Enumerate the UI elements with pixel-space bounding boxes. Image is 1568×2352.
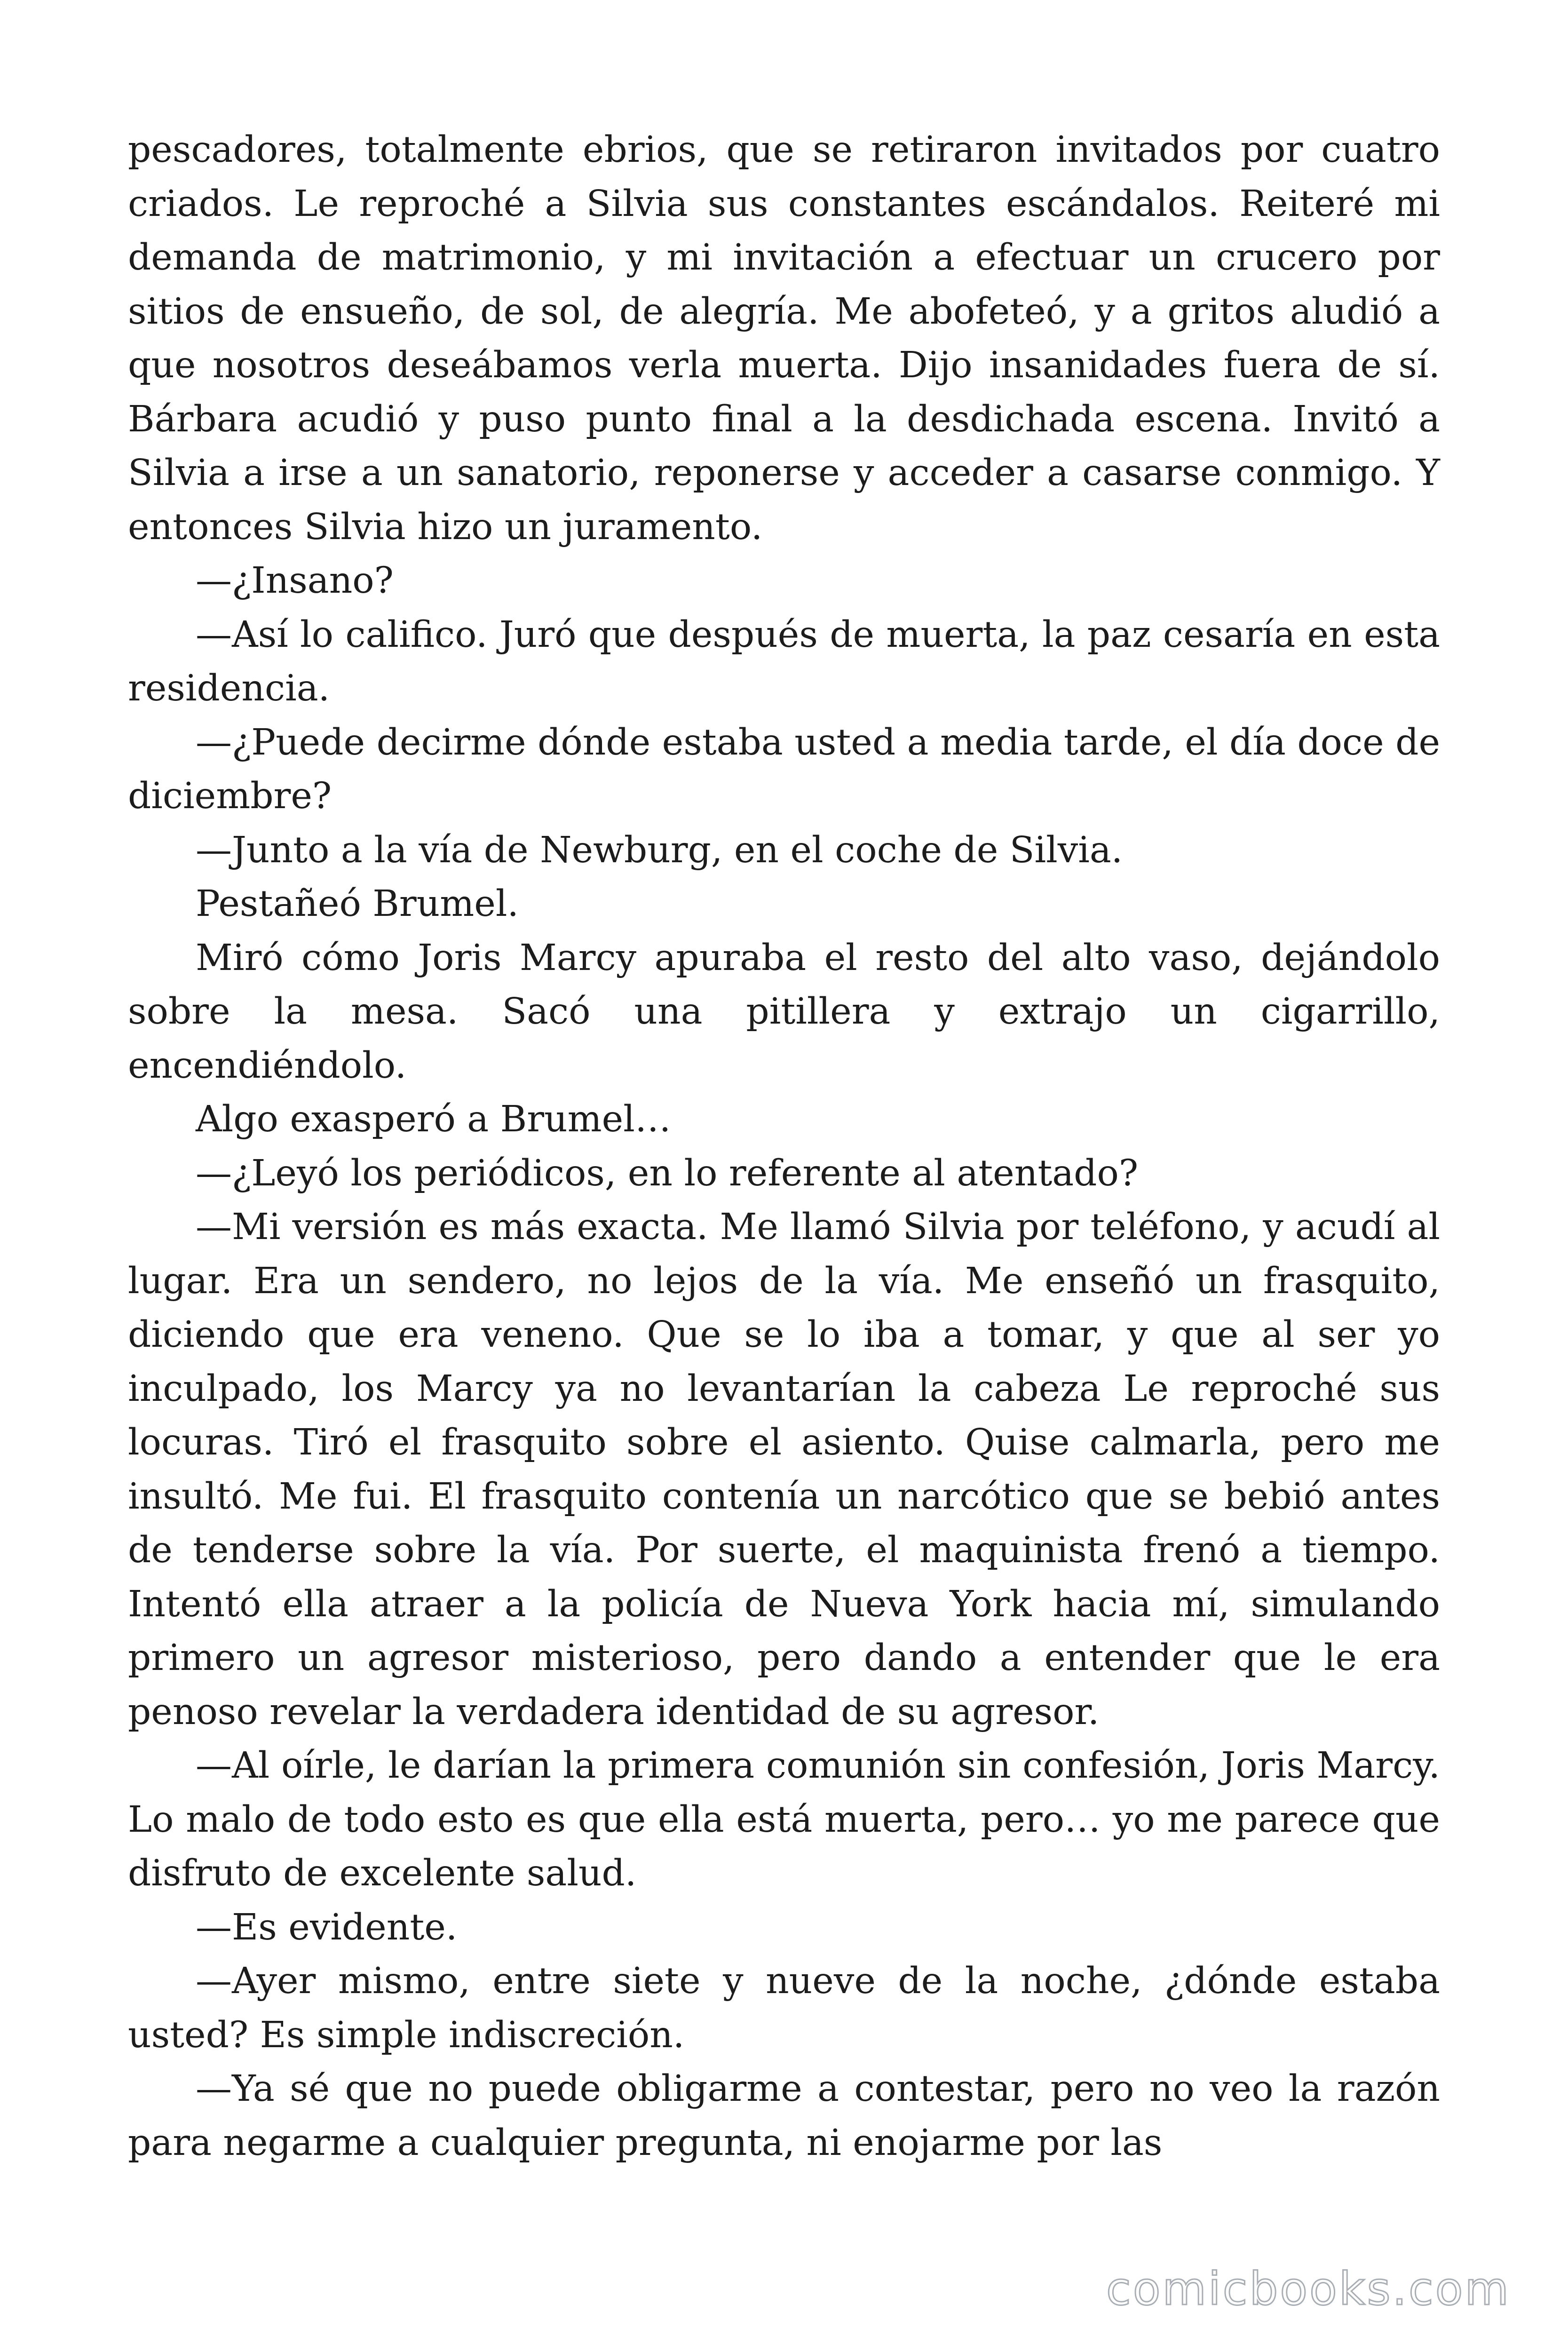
paragraph: —Así lo califico. Juró que después de muerta, la paz cesaría en esta residencia.: [128, 613, 1440, 709]
paragraph: —Junto a la vía de Newburg, en el coche de Silvia.: [196, 829, 1123, 871]
paragraph: —¿Puede decirme dónde estaba usted a media tarde, el día doce de diciembre?: [128, 721, 1441, 817]
paragraph: —¿Leyó los periódicos, en lo referente al atentado?: [196, 1152, 1139, 1194]
paragraph: pescadores, totalmente ebrios, que se retiraron invitados por cuatro criados. Le reproché a Silvia sus constantes escándalos. Reiteré mi demanda de matrimonio, y mi invitación a efectuar un crucero por sitios de ensueño, de sol, de alegría. Me abofeteó, y a gritos aludió a que nosotros deseábamos verla muerta. Dijo insanidades fuera de sí. Bárbara acudió y puso punto final a la desdichada escena. Invitó a Silvia a irse a un sanatorio, reponerse y acceder a casarse conmigo. Y entonces Silvia hizo un juramento.: [128, 129, 1440, 548]
page-body: [128, 123, 1440, 2170]
paragraph: —¿Insano?: [196, 560, 394, 602]
paragraph: —Al oírle, le darían la primera comunión sin confesión, Joris Marcy. Lo malo de todo esto es que ella está muerta, pero… yo me parece que disfruto de excelente salud.: [128, 1745, 1440, 1894]
paragraph: —Ya sé que no puede obligarme a contestar, pero no veo la razón para negarme a cualquier pregunta, ni enojarme por las: [128, 2068, 1440, 2164]
paragraph: Pestañeó Brumel.: [196, 883, 519, 925]
paragraph: —Mi versión es más exacta. Me llamó Silvia por teléfono, y acudí al lugar. Era un sendero, no lejos de la vía. Me enseñó un frasquito, diciendo que era veneno. Que se lo iba a tomar, y que al ser yo inculpado, los Marcy ya no levantarían la cabeza Le reproché sus locuras. Tiró el frasquito sobre el asiento. Quise calmarla, pero me insultó. Me fui. El frasquito contenía un narcótico que se bebió antes de tenderse sobre la vía. Por suerte, el maquinista frenó a tiempo. Intentó ella atraer a la policía de Nueva York hacia mí, simulando primero un agresor misterioso, pero dando a entender que le era penoso revelar la verdadera identidad de su agresor.: [128, 1206, 1440, 1733]
watermark: comicbooks.com: [1106, 2263, 1511, 2315]
paragraph: —Es evidente.: [196, 1906, 458, 1948]
paragraph: —Ayer mismo, entre siete y nueve de la noche, ¿dónde estaba usted? Es simple indiscreción.: [128, 1960, 1440, 2056]
paragraph: Miró cómo Joris Marcy apuraba el resto del alto vaso, dejándolo sobre la mesa. Sacó una pitillera y extrajo un cigarrillo, encendiéndolo.: [128, 937, 1440, 1087]
paragraph: Algo exasperó a Brumel…: [196, 1098, 671, 1140]
